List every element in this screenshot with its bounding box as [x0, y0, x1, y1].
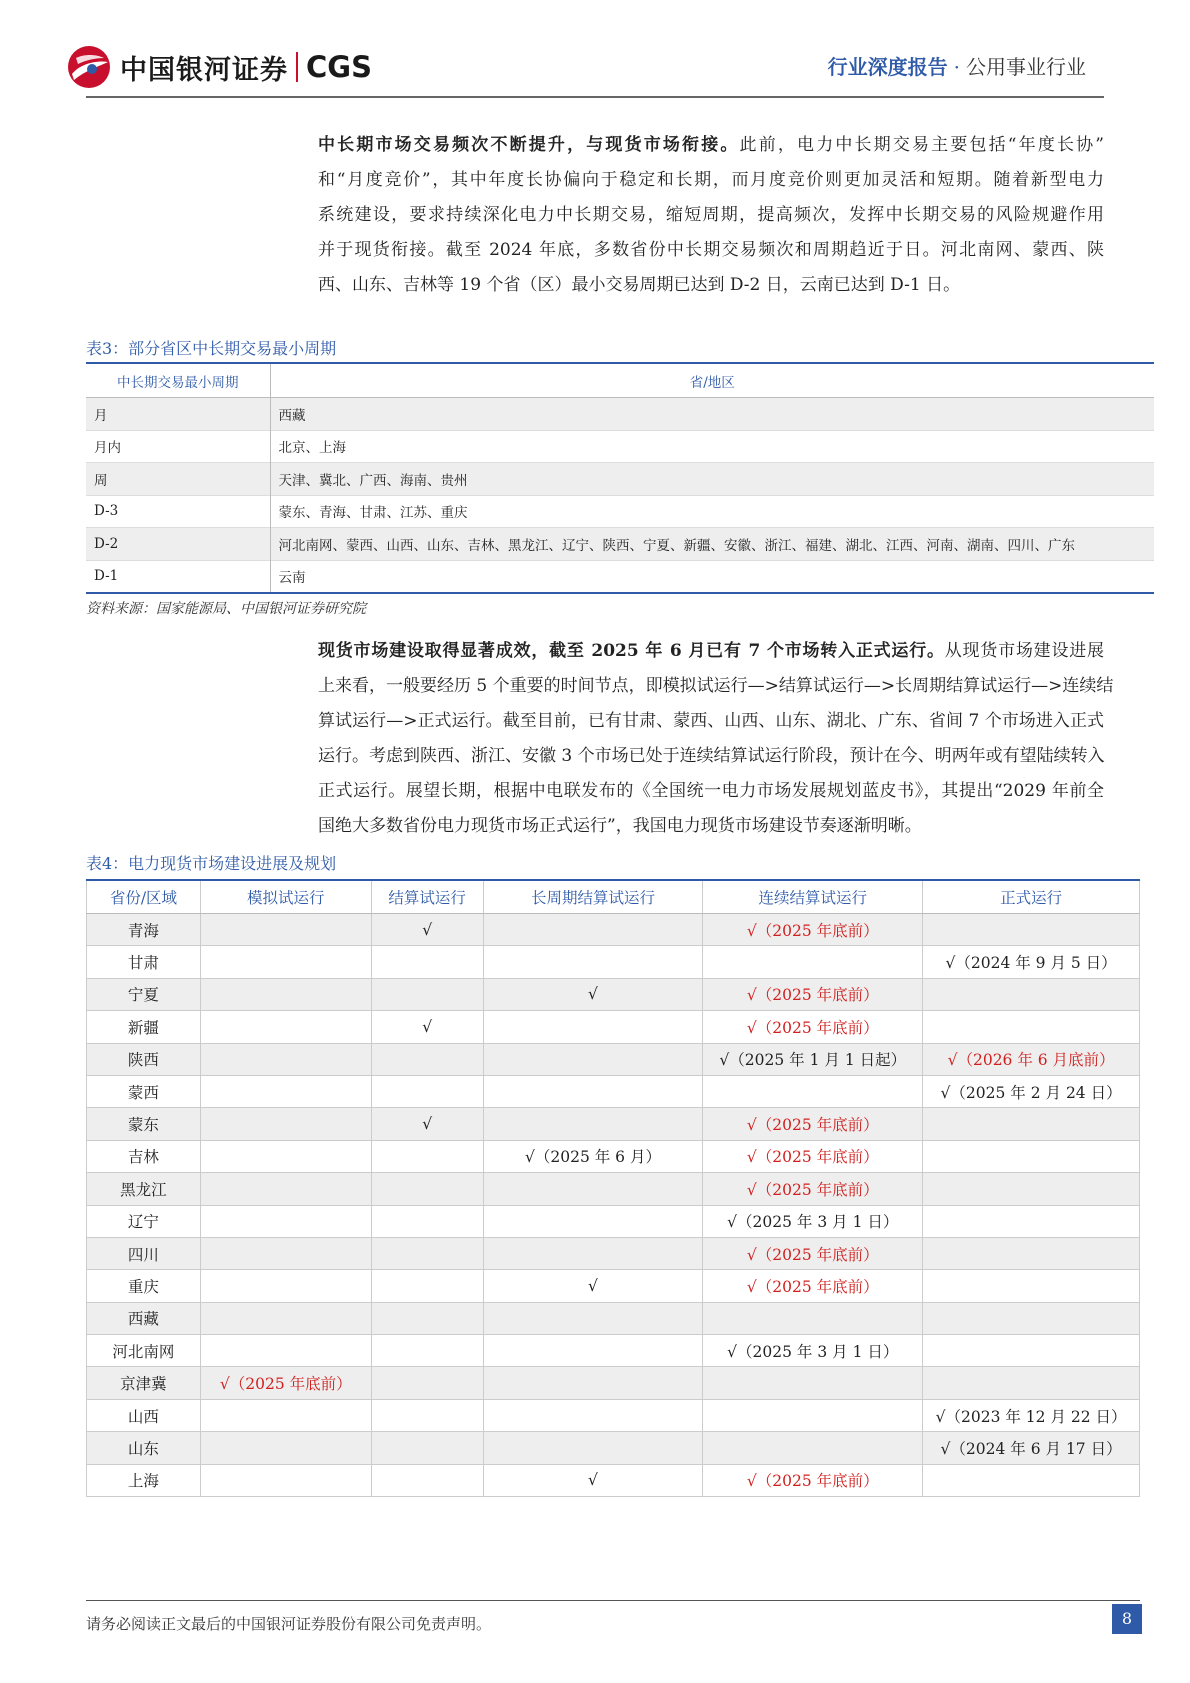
industry-name: 公用事业行业	[966, 55, 1086, 79]
table-row	[86, 528, 1154, 561]
logo-text: 中国银河证券	[120, 54, 288, 86]
page-number: 8	[1112, 1604, 1142, 1634]
line-text: 并于现货衔接。截至 2024 年底，多数省份中长期交易频次和周期趋近于日。河北南网、蒙西、陕	[318, 240, 1104, 260]
paragraph-line	[318, 163, 1104, 198]
stage-cell	[371, 1302, 483, 1334]
stage-cell	[371, 1432, 483, 1464]
stage-cell: √（2025 年 3 月 1 日）	[703, 1335, 923, 1367]
stage-cell: √	[483, 978, 703, 1010]
footer-rule	[86, 1600, 1140, 1601]
stage-cell	[200, 1464, 371, 1496]
stage-cell	[923, 1270, 1140, 1302]
table4-header-cell: 结算试运行	[371, 880, 483, 914]
line-text: 国绝大多数省份电力现货市场正式运行”，我国电力现货市场建设节奏逐渐明晰。	[318, 816, 922, 836]
stage-cell: √（2025 年底前）	[703, 1270, 923, 1302]
table-row	[86, 495, 1154, 528]
stage-cell	[703, 946, 923, 978]
province-cell: 重庆	[87, 1270, 201, 1302]
province-cell: 上海	[87, 1464, 201, 1496]
table-row	[87, 1367, 1140, 1399]
stage-cell	[703, 1432, 923, 1464]
regions-cell: 蒙东、青海、甘肃、江苏、重庆	[270, 495, 1154, 528]
cycle-cell: 月	[86, 398, 270, 431]
table3-header-cell: 省/地区	[270, 363, 1154, 398]
stage-cell	[483, 1173, 703, 1205]
paragraph-spot-market	[318, 634, 1114, 844]
province-cell: 新疆	[87, 1011, 201, 1043]
title-separator: ·	[953, 55, 960, 79]
cycle-cell: 周	[86, 463, 270, 496]
paragraph-line	[318, 809, 1104, 844]
stage-cell	[200, 1270, 371, 1302]
province-cell: 河北南网	[87, 1335, 201, 1367]
stage-cell	[483, 1108, 703, 1140]
stage-cell	[703, 1075, 923, 1107]
lead-sentence: 中长期市场交易频次不断提升，与现货市场衔接。	[318, 135, 740, 155]
stage-cell: √	[483, 1270, 703, 1302]
stage-cell	[923, 1108, 1140, 1140]
stage-cell: √	[483, 1464, 703, 1496]
stage-cell	[200, 914, 371, 946]
cycle-cell: 月内	[86, 430, 270, 463]
stage-cell: √（2025 年 2 月 24 日）	[923, 1075, 1140, 1107]
table-row	[86, 430, 1154, 463]
stage-cell	[200, 1399, 371, 1431]
table4-header-cell: 模拟试运行	[200, 880, 371, 914]
table3-header-row	[86, 363, 1154, 398]
province-cell: 山东	[87, 1432, 201, 1464]
table-row	[86, 463, 1154, 496]
stage-cell	[483, 1302, 703, 1334]
regions-cell: 天津、冀北、广西、海南、贵州	[270, 463, 1154, 496]
stage-cell	[923, 1173, 1140, 1205]
stage-cell	[371, 1205, 483, 1237]
line-text: 上来看，一般要经历 5 个重要的时间节点，即模拟试运行—>结算试运行—>长周期结算试运行—>连续结	[318, 676, 1114, 696]
stage-cell	[371, 1335, 483, 1367]
table-row	[87, 1464, 1140, 1496]
table-row	[87, 1173, 1140, 1205]
stage-cell	[200, 946, 371, 978]
line-text: 正式运行。展望长期，根据中电联发布的《全国统一电力市场发展规划蓝皮书》，其提出“2029 年前全	[318, 781, 1104, 801]
header-rule	[86, 96, 1104, 98]
table-row	[86, 398, 1154, 431]
logo-cgs: CGS	[306, 50, 372, 84]
stage-cell	[371, 1237, 483, 1269]
province-cell: 山西	[87, 1399, 201, 1431]
paragraph-line	[318, 634, 1104, 669]
table-row	[87, 1399, 1140, 1431]
table4-header-cell: 长周期结算试运行	[483, 880, 703, 914]
stage-cell: √（2025 年 6 月）	[483, 1140, 703, 1172]
stage-cell: √	[371, 914, 483, 946]
stage-cell	[923, 1335, 1140, 1367]
province-cell: 甘肃	[87, 946, 201, 978]
province-cell: 宁夏	[87, 978, 201, 1010]
paragraph-line	[318, 774, 1104, 809]
table-row	[87, 1011, 1140, 1043]
province-cell: 陕西	[87, 1043, 201, 1075]
stage-cell	[923, 1011, 1140, 1043]
table4-header-cell: 正式运行	[923, 880, 1140, 914]
stage-cell	[923, 1205, 1140, 1237]
lead-sentence: 现货市场建设取得显著成效，截至 2025 年 6 月已有 7 个市场转入正式运行。	[318, 641, 945, 661]
stage-cell	[703, 1302, 923, 1334]
paragraph-line	[318, 739, 1104, 774]
stage-cell	[200, 1237, 371, 1269]
stage-cell	[200, 978, 371, 1010]
table-row	[87, 1270, 1140, 1302]
stage-cell: √（2024 年 6 月 17 日）	[923, 1432, 1140, 1464]
table-row	[87, 1432, 1140, 1464]
line-text: 和“月度竞价”，其中年度长协偏向于稳定和长期，而月度竞价则更加灵活和短期。随着新型电力	[318, 170, 1104, 190]
stage-cell	[483, 1432, 703, 1464]
stage-cell	[923, 1302, 1140, 1334]
province-cell: 西藏	[87, 1302, 201, 1334]
province-cell: 辽宁	[87, 1205, 201, 1237]
report-title	[828, 51, 1086, 80]
stage-cell	[200, 1432, 371, 1464]
stage-cell	[483, 1011, 703, 1043]
stage-cell	[923, 1367, 1140, 1399]
cycle-cell: D-2	[86, 528, 270, 561]
stage-cell	[483, 1367, 703, 1399]
table-row	[87, 978, 1140, 1010]
stage-cell	[371, 1173, 483, 1205]
paragraph-line	[318, 704, 1104, 739]
regions-cell: 河北南网、蒙西、山西、山东、吉林、黑龙江、辽宁、陕西、宁夏、新疆、安徽、浙江、福建、湖北、江西、河南、湖南、四川、广东	[270, 528, 1154, 561]
province-cell: 四川	[87, 1237, 201, 1269]
table3-source: 资料来源：国家能源局、中国银河证券研究院	[86, 601, 366, 617]
stage-cell: √（2025 年底前）	[703, 1237, 923, 1269]
stage-cell	[703, 1367, 923, 1399]
stage-cell	[923, 1140, 1140, 1172]
stage-cell: √（2025 年底前）	[703, 914, 923, 946]
table4-header-cell: 连续结算试运行	[703, 880, 923, 914]
stage-cell: √	[371, 1011, 483, 1043]
footer-disclaimer: 请务必阅读正文最后的中国银河证券股份有限公司免责声明。	[86, 1615, 492, 1633]
stage-cell: √（2025 年底前）	[703, 1108, 923, 1140]
stage-cell: √（2025 年底前）	[200, 1367, 371, 1399]
stage-cell: √（2024 年 9 月 5 日）	[923, 946, 1140, 978]
paragraph-line	[318, 128, 1104, 163]
line-text: 运行。考虑到陕西、浙江、安徽 3 个市场已处于连续结算试运行阶段，预计在今、明两年或有望陆续转入	[318, 746, 1105, 766]
stage-cell: √（2025 年 1 月 1 日起）	[703, 1043, 923, 1075]
table-row	[87, 1205, 1140, 1237]
regions-cell: 西藏	[270, 398, 1154, 431]
province-cell: 蒙东	[87, 1108, 201, 1140]
galaxy-logo-icon	[66, 44, 112, 90]
stage-cell	[923, 914, 1140, 946]
stage-cell	[483, 946, 703, 978]
province-cell: 吉林	[87, 1140, 201, 1172]
cycle-cell: D-1	[86, 560, 270, 593]
table4-header-cell: 省份/区域	[87, 880, 201, 914]
cycle-cell: D-3	[86, 495, 270, 528]
table3-min-trading-cycle	[86, 362, 1154, 594]
stage-cell	[483, 1399, 703, 1431]
table-row	[87, 1075, 1140, 1107]
regions-cell: 云南	[270, 560, 1154, 593]
table3-caption: 表3：部分省区中长期交易最小周期	[86, 339, 337, 358]
stage-cell: √（2025 年底前）	[703, 1464, 923, 1496]
stage-cell: √（2025 年底前）	[703, 978, 923, 1010]
stage-cell	[371, 978, 483, 1010]
paragraph-line	[318, 669, 1114, 704]
province-cell: 黑龙江	[87, 1173, 201, 1205]
line-text: 算试运行—>正式运行。截至目前，已有甘肃、蒙西、山西、山东、湖北、广东、省间 7 个市场进入正式	[318, 711, 1104, 731]
stage-cell	[483, 1335, 703, 1367]
stage-cell	[923, 1237, 1140, 1269]
paragraph-medium-long-term	[318, 128, 1104, 303]
province-cell: 青海	[87, 914, 201, 946]
table-row	[87, 1108, 1140, 1140]
line-text: 此前，电力中长期交易主要包括“年度长协”	[739, 135, 1104, 155]
paragraph-line	[318, 268, 1104, 303]
stage-cell	[371, 1140, 483, 1172]
stage-cell	[483, 1237, 703, 1269]
stage-cell	[200, 1043, 371, 1075]
stage-cell	[200, 1302, 371, 1334]
table-row	[87, 1335, 1140, 1367]
stage-cell	[371, 1399, 483, 1431]
stage-cell	[371, 1075, 483, 1107]
stage-cell	[200, 1011, 371, 1043]
province-cell: 蒙西	[87, 1075, 201, 1107]
stage-cell: √（2025 年 3 月 1 日）	[703, 1205, 923, 1237]
table-row	[86, 560, 1154, 593]
stage-cell	[483, 1205, 703, 1237]
stage-cell	[483, 1043, 703, 1075]
table-row	[87, 1237, 1140, 1269]
logo-divider	[296, 52, 298, 82]
stage-cell	[371, 946, 483, 978]
table4-caption: 表4：电力现货市场建设进展及规划	[86, 854, 337, 873]
stage-cell	[200, 1335, 371, 1367]
line-text: 从现货市场建设进展	[944, 641, 1105, 661]
stage-cell	[483, 914, 703, 946]
table-row	[87, 1043, 1140, 1075]
table-row	[87, 946, 1140, 978]
table-row	[87, 914, 1140, 946]
line-text: 系统建设，要求持续深化电力中长期交易，缩短周期，提高频次，发挥中长期交易的风险规避作用	[318, 205, 1104, 225]
regions-cell: 北京、上海	[270, 430, 1154, 463]
table3-header-cell: 中长期交易最小周期	[86, 363, 270, 398]
stage-cell	[200, 1173, 371, 1205]
stage-cell	[200, 1108, 371, 1140]
stage-cell	[483, 1075, 703, 1107]
paragraph-line	[318, 233, 1104, 268]
stage-cell: √（2025 年底前）	[703, 1011, 923, 1043]
stage-cell	[371, 1367, 483, 1399]
table4-header-row	[87, 880, 1140, 914]
province-cell: 京津冀	[87, 1367, 201, 1399]
paragraph-line	[318, 198, 1104, 233]
stage-cell	[371, 1270, 483, 1302]
stage-cell	[200, 1140, 371, 1172]
stage-cell	[371, 1043, 483, 1075]
stage-cell: √	[371, 1108, 483, 1140]
stage-cell	[923, 978, 1140, 1010]
stage-cell	[923, 1464, 1140, 1496]
company-logo	[66, 44, 372, 90]
stage-cell	[703, 1399, 923, 1431]
report-type: 行业深度报告	[827, 55, 948, 79]
stage-cell: √（2025 年底前）	[703, 1140, 923, 1172]
table-row	[87, 1302, 1140, 1334]
page-header	[0, 0, 1190, 110]
stage-cell	[200, 1075, 371, 1107]
stage-cell: √（2025 年底前）	[703, 1173, 923, 1205]
stage-cell	[371, 1464, 483, 1496]
stage-cell: √（2026 年 6 月底前）	[923, 1043, 1140, 1075]
table-row	[87, 1140, 1140, 1172]
table4-spot-market-progress	[86, 879, 1140, 1497]
stage-cell	[200, 1205, 371, 1237]
line-text: 西、山东、吉林等 19 个省（区）最小交易周期已达到 D-2 日，云南已达到 D-1 日。	[318, 275, 961, 295]
stage-cell: √（2023 年 12 月 22 日）	[923, 1399, 1140, 1431]
